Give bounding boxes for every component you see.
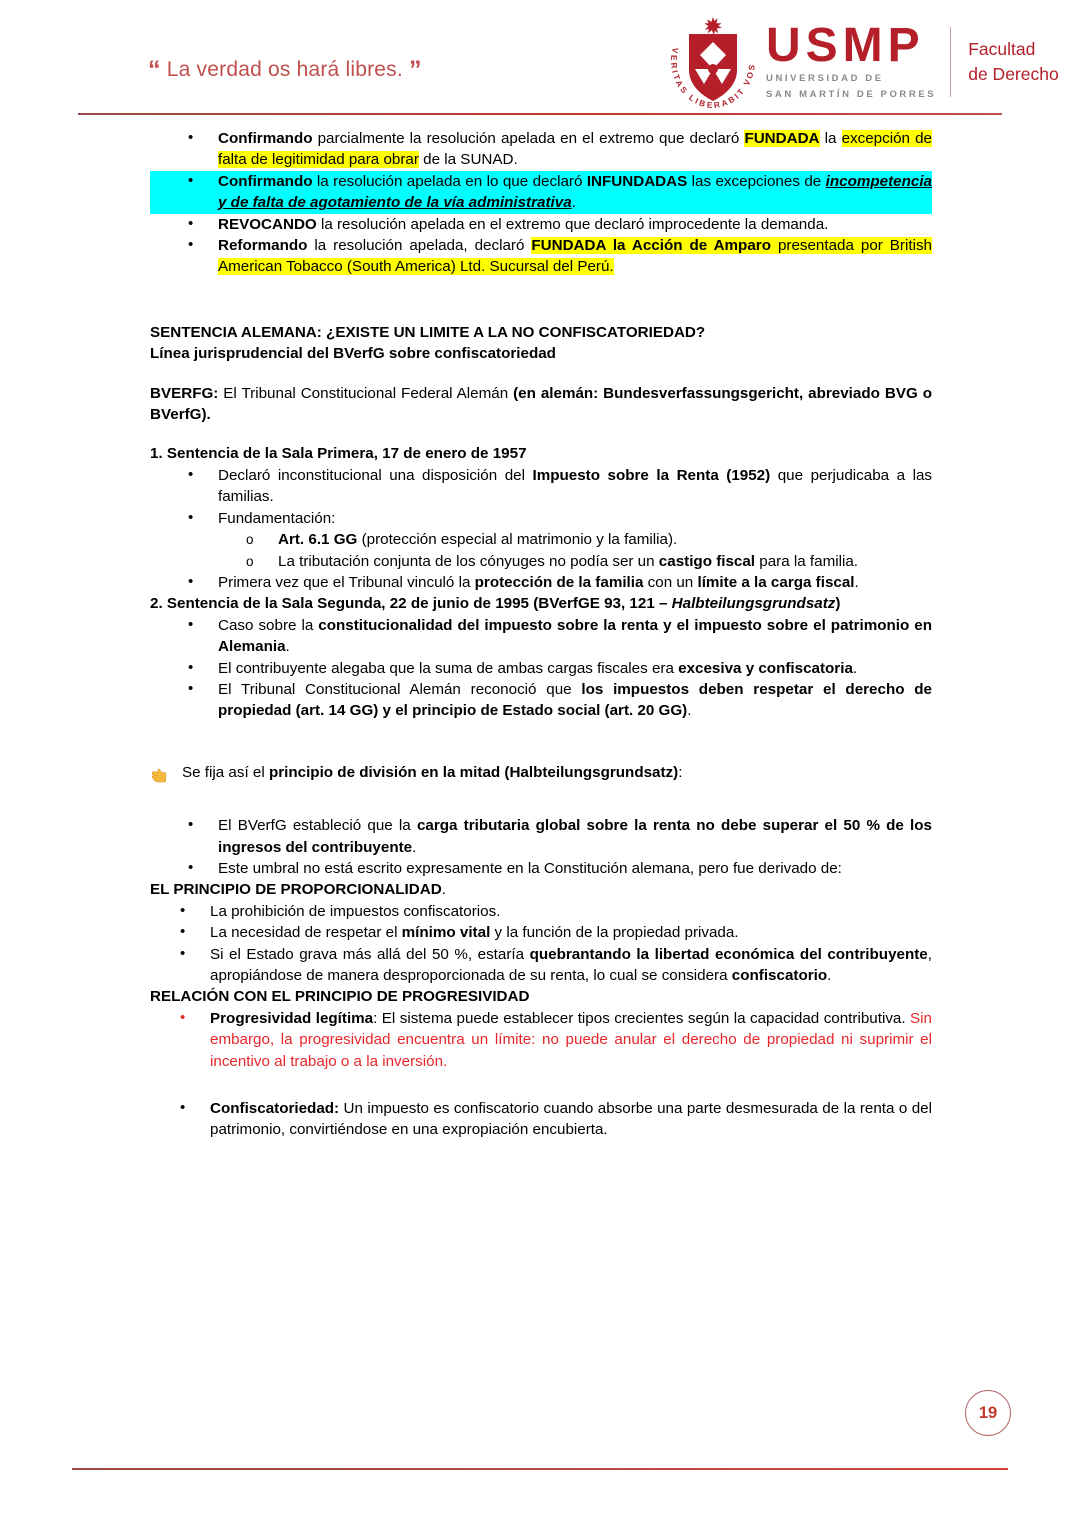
list-item <box>150 572 932 593</box>
spacer <box>150 365 932 383</box>
prop-2-d: confiscatorio <box>731 967 828 984</box>
item2-0-b: constitucionalidad del impuesto sobre la renta y el impuesto sobre el patrimonio en Alemania <box>218 616 932 656</box>
quote-close-glyph: ” <box>408 56 422 84</box>
pointing-right-hand-icon <box>150 763 169 785</box>
spacer <box>150 722 932 748</box>
ruling-0-tail: de la SUNAD. <box>418 151 518 169</box>
bverfg-bold: (en alemán: Bundesverfassungsgericht, abreviado BVG o BVerfG). <box>150 384 932 424</box>
page-header <box>0 0 1080 118</box>
item1-2-c: con un <box>643 573 698 591</box>
list-item <box>150 615 932 658</box>
header-tagline-text: La verdad os hará libres. <box>166 58 403 81</box>
item1-0-c: que perjudicaba a las familias. <box>218 466 932 506</box>
ruling-2-text: la resolución apelada en el extremo que declaró improcedente la demanda. <box>316 215 829 233</box>
prop-2-a: Si el Estado grava más allá del 50 %, estaría <box>210 945 530 963</box>
ruling-3-fundada: FUNDADA la Acción de Amparo <box>531 237 771 255</box>
ruling-3-text: la resolución apelada, declaró <box>307 237 532 255</box>
item2-1-b: excesiva y confiscatoria <box>678 659 853 677</box>
item1-sub-0-b: (protección especial al matrimonio y la familia). <box>357 531 678 549</box>
sentencia-alemana-title-1: SENTENCIA ALEMANA: ¿EXISTE UN LIMITE A LA NO CONFISCATORIEDAD? <box>150 323 706 341</box>
svg-text:VERITAS LIBERABIT VOS: VERITAS LIBERABIT VOS <box>668 46 758 110</box>
proporcionalidad-heading <box>150 879 932 900</box>
item1-sub-0-a: Art. 6.1 GG <box>278 531 358 549</box>
ruling-3-presentada: presentada por British American Tobacco (South America) Ltd. Sucursal del Perú. <box>218 237 932 276</box>
halbteilung-bullet-list <box>150 815 932 879</box>
list-item <box>150 1098 932 1141</box>
prog-1-b: Un impuesto es confiscatorio cuando absorbe una parte desmesurada de la renta o del patrimonio, convirtiéndose en una expropiación encubierta. <box>210 1100 932 1139</box>
item1-sub-bullet-list <box>218 529 932 572</box>
list-item <box>150 944 932 987</box>
item1-0-a: Declaró inconstitucional una disposición del <box>218 466 533 484</box>
item2-heading-normal: 2. Sentencia de la Sala Segunda, 22 de junio de 1995 (BVerfGE 93, 121 – <box>150 595 672 613</box>
list-item <box>150 1008 932 1072</box>
list-item <box>150 815 932 858</box>
halb-0-c: . <box>412 838 417 856</box>
item1-0-b: Impuesto sobre la Renta (1952) <box>532 466 771 484</box>
halb-1-a: Este umbral no está escrito expresamente en la Constitución alemana, pero fue derivado de: <box>218 859 842 877</box>
prop-0-a: La prohibición de impuestos confiscatorios. <box>210 902 501 920</box>
ruling-0-text: parcialmente la resolución apelada en el extremo que declaró <box>312 130 745 147</box>
halbteilung-lead <box>150 762 932 783</box>
prop-2-c: , apropiándose de manera desproporcionada de su renta, lo cual se considera <box>210 945 932 984</box>
list-item <box>150 465 932 508</box>
prog-0-c: Sin embargo, la progresividad encuentra un límite: no puede anular el derecho de propiedad ni suprimir el incentivo al trabajo o a la inversión. <box>210 1009 932 1070</box>
usmp-subtitle-line1: UNIVERSIDAD DE <box>766 73 884 84</box>
list-item <box>150 128 932 171</box>
proporcionalidad-heading-tail: . <box>441 881 446 899</box>
proporcionalidad-heading-bold: EL PRINCIPIO DE PROPORCIONALIDAD <box>150 881 442 899</box>
item1-sub-1-a: La tributación conjunta de los cónyuges no podía ser un <box>278 552 659 570</box>
item2-0-a: Caso sobre la <box>218 616 319 634</box>
list-item <box>150 508 932 572</box>
item1-bullet-list <box>150 465 932 593</box>
ruling-1-keyword: Confirmando <box>218 172 313 190</box>
ruling-1-excepciones: incompetencia y de falta de agotamiento de la vía administrativa <box>218 172 932 212</box>
progresividad-heading: RELACIÓN CON EL PRINCIPIO DE PROGRESIVIDAD <box>150 988 530 1006</box>
item2-bullet-list <box>150 615 932 722</box>
ruling-1-infundadas: INFUNDADAS <box>586 172 688 190</box>
spacer <box>150 304 932 322</box>
item1-heading: 1. Sentencia de la Sala Primera, 17 de enero de 1957 <box>150 445 527 463</box>
list-item <box>150 214 932 235</box>
item1-1-label: Fundamentación: <box>218 509 336 527</box>
ruling-1-tail: . <box>571 194 576 212</box>
halbteilung-lead-tail: : <box>678 763 683 781</box>
item2-1-c: . <box>852 659 858 677</box>
usmp-acronym: USMP <box>766 19 925 72</box>
ruling-2-keyword: REVOCANDO <box>218 215 317 233</box>
page-number-badge <box>965 1390 1011 1436</box>
prog-0-a: Progresividad legítima <box>210 1009 374 1027</box>
prop-1-b: mínimo vital <box>401 924 491 942</box>
ruling-0-fundada: FUNDADA <box>744 130 820 147</box>
list-item <box>150 901 932 922</box>
prog-1-a: Confiscatoriedad: <box>210 1100 340 1118</box>
faculty-name <box>968 37 1058 87</box>
halb-0-a: El BVerfG estableció que la <box>218 817 417 835</box>
footer-divider-rule <box>72 1468 1008 1470</box>
list-item <box>150 679 932 722</box>
progresividad-bullet-list <box>150 1008 932 1141</box>
list-item <box>150 171 932 214</box>
header-divider-rule <box>78 113 1002 115</box>
list-item <box>150 235 932 278</box>
ruling-bullet-list <box>150 128 932 278</box>
item2-heading-tail: ) <box>835 595 841 613</box>
item1-sub-1-c: para la familia. <box>755 552 859 570</box>
proporcionalidad-bullet-list <box>150 901 932 987</box>
halb-0-b: carga tributaria global sobre la renta no debe superar el 50 % de los ingresos del contribuyente <box>218 817 933 856</box>
ruling-0-la: la <box>819 130 842 147</box>
ruling-1-text: la resolución apelada en lo que declaró <box>312 172 587 190</box>
prog-0-b: : El sistema puede establecer tipos crecientes según la capacidad contributiva. <box>373 1009 911 1027</box>
ruling-0-keyword: Confirmando <box>218 130 313 147</box>
item2-2-c: . <box>687 702 692 720</box>
item1-sub-1-b: castigo fiscal <box>658 552 756 570</box>
item2-2-a: El Tribunal Constitucional Alemán reconoció que <box>218 680 582 698</box>
prop-2-b: quebrantando la libertad económica del contribuyente <box>529 945 928 963</box>
document-body <box>150 128 932 1141</box>
ruling-3-space <box>771 237 778 254</box>
prop-2-e: . <box>827 967 832 984</box>
prop-1-c: y la función de la propiedad privada. <box>490 924 739 942</box>
item1-2-d: límite a la carga fiscal <box>697 573 855 591</box>
logo-divider <box>950 27 951 97</box>
ruling-0-excepcion: excepción de falta de legitimidad para obrar <box>218 130 932 169</box>
spacer <box>150 783 932 809</box>
prop-1-a: La necesidad de respetar el <box>210 924 402 942</box>
header-tagline <box>148 56 422 85</box>
ruling-3-keyword: Reformando <box>218 237 308 255</box>
faculty-line-1: Facultad <box>968 39 1036 59</box>
usmp-subtitle-line2: SAN MARTÍN DE PORRES <box>766 89 937 100</box>
halbteilung-lead-normal: Se fija así el <box>182 763 269 781</box>
spacer <box>150 748 932 762</box>
list-item <box>218 551 932 572</box>
bverfg-definition <box>150 383 932 426</box>
bverfg-label: BVERFG: <box>150 384 219 402</box>
list-item <box>150 858 932 879</box>
list-item <box>218 529 932 550</box>
usmp-logo <box>662 14 1059 110</box>
item2-2-b: los impuestos deben respetar el derecho de propiedad (art. 14 GG) y el principio de Estado social (art. 20 GG) <box>218 680 932 720</box>
item2-1-a: El contribuyente alegaba que la suma de ambas cargas fiscales era <box>218 659 679 677</box>
page-number: 19 <box>978 1403 998 1422</box>
spacer <box>150 278 932 304</box>
item2-heading <box>150 593 932 614</box>
usmp-shield-icon <box>662 14 764 110</box>
faculty-line-2: de Derecho <box>968 64 1059 84</box>
halbteilung-lead-bold: principio de división en la mitad (Halbteilungsgrundsatz) <box>268 763 679 781</box>
item1-2-e: . <box>854 573 859 591</box>
usmp-wordmark <box>766 21 936 103</box>
ruling-1-mid: las excepciones de <box>687 172 826 190</box>
item2-heading-italic: Halbteilungsgrundsatz <box>671 595 836 613</box>
bverfg-normal: El Tribunal Constitucional Federal Alemán <box>218 384 514 402</box>
list-item <box>150 922 932 943</box>
quote-open-glyph: “ <box>148 56 161 84</box>
item2-0-c: . <box>285 638 290 656</box>
sentencia-alemana-title-2: Línea jurisprudencial del BVerfG sobre confiscatoriedad <box>150 345 556 363</box>
list-item <box>150 658 932 679</box>
item1-2-b: protección de la familia <box>474 573 644 591</box>
spacer <box>150 425 932 443</box>
item1-2-a: Primera vez que el Tribunal vinculó la <box>218 573 475 591</box>
